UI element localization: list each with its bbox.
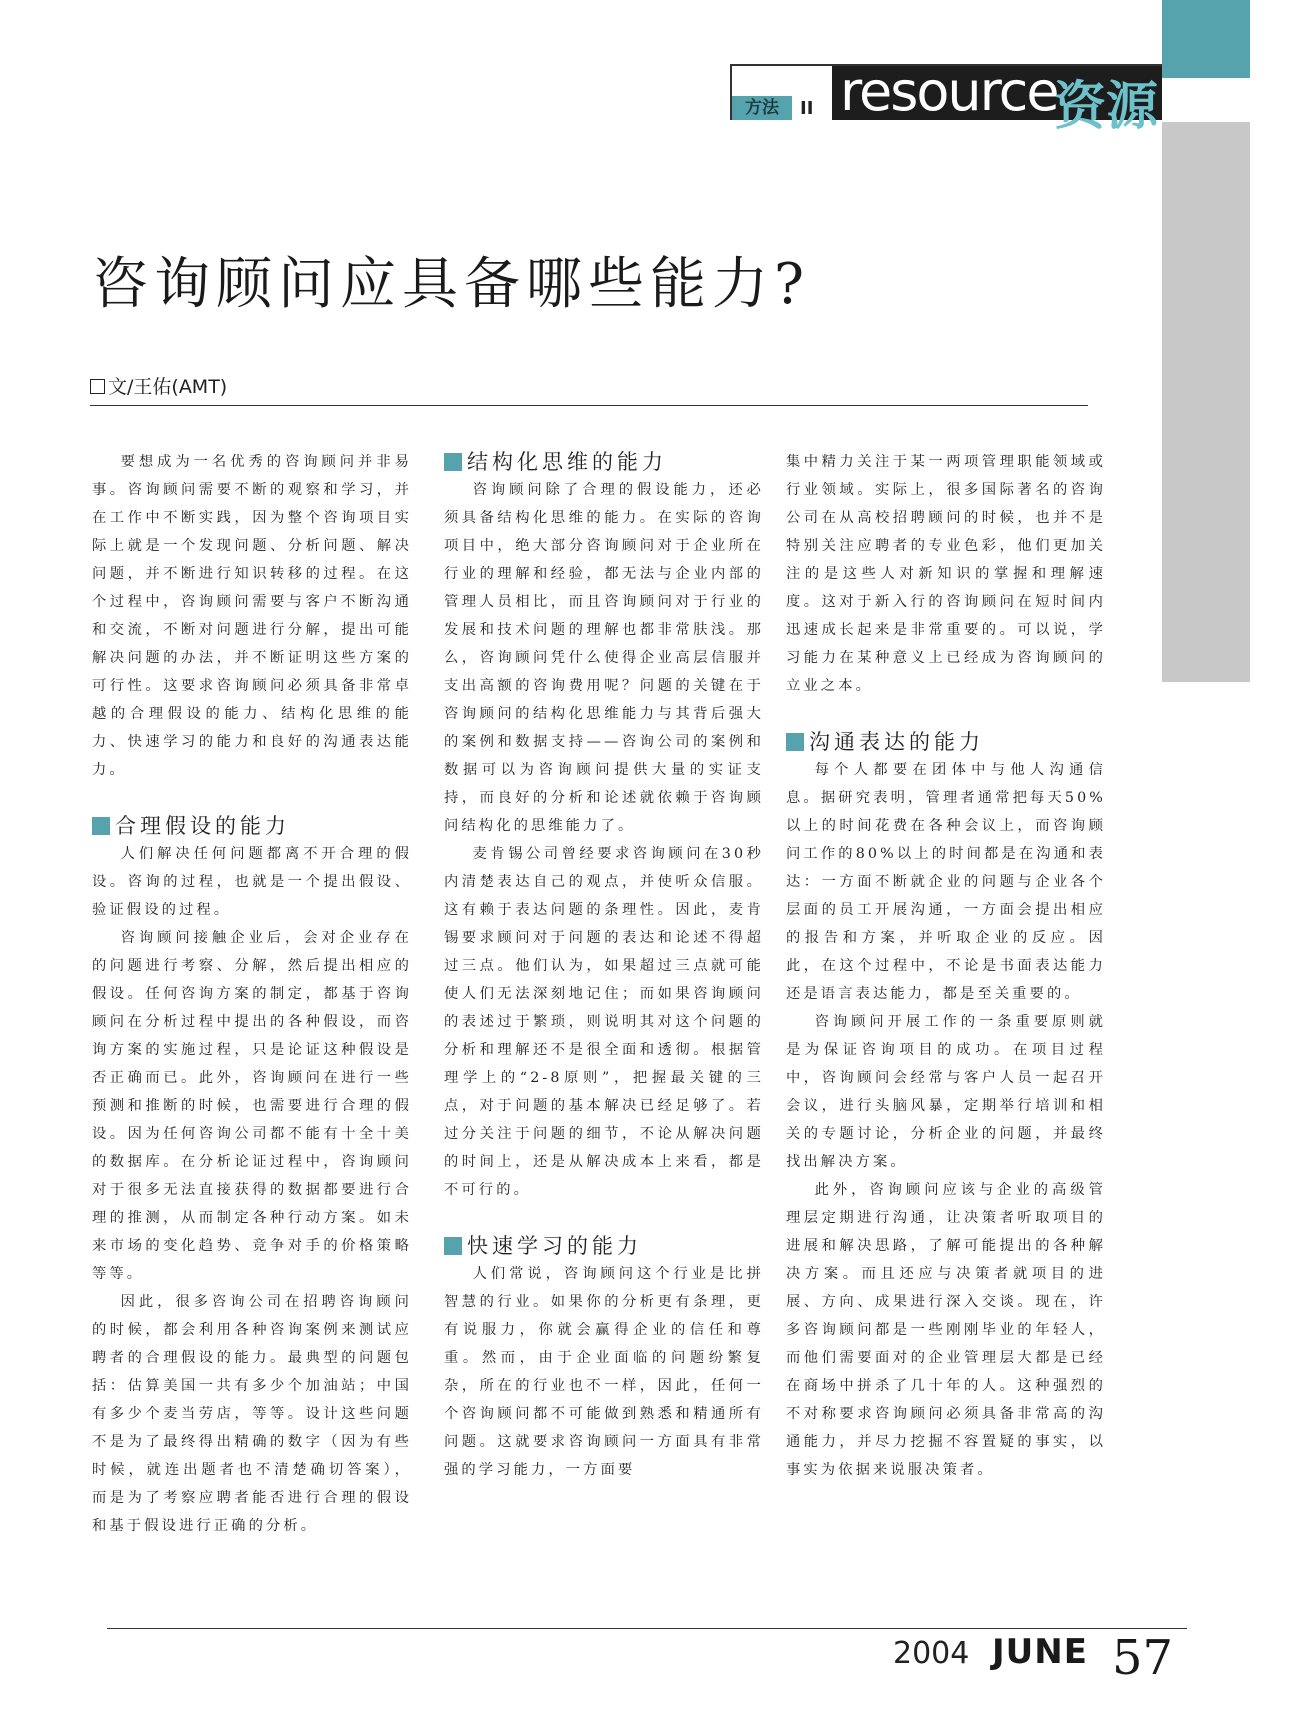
heading-square-icon (92, 817, 110, 835)
page-number: 57 (1112, 1630, 1174, 1686)
section-gap (786, 700, 1106, 728)
section-label: 方法 (732, 96, 792, 120)
footer-month: JUNE (992, 1632, 1088, 1672)
heading-square-icon (444, 453, 462, 471)
paragraph: 此外，咨询顾问应该与企业的高级管理层定期进行沟通，让决策者听取项目的进展和解决思路，了解可能提出的各种解决方案。而且还应与决策者就项目的进展、方向、成果进行深入交谈。现在，许多咨询顾问都是一些刚刚毕业的年轻人，而他们需要面对的企业管理层大都是已经在商场中拼杀了几十年的人。这种强烈的不对称要求咨询顾问必须具备非常高的沟通能力，并尽力挖掘不容置疑的事实，以事实为依据来说服决策者。 (786, 1182, 1106, 1478)
paragraph: 咨询顾问接触企业后，会对企业存在的问题进行考察、分解，然后提出相应的假设。任何咨询方案的制定，都基于咨询顾问在分析过程中提出的各种假设，而咨询方案的实施过程，只是论证这种假设是否正确而已。此外，咨询顾问在进行一些预测和推断的时候，也需要进行合理的假设。因为任何咨询公司都不能有十全十美的数据库。在分析论证过程中，咨询顾问对于很多无法直接获得的数据都要进行合理的推测，从而制定各种行动方案。如未来市场的变化趋势、竞争对手的价格策略等等。 (92, 930, 412, 1282)
section-gap (92, 784, 412, 812)
section-heading (786, 728, 1106, 756)
paragraph: 人们解决任何问题都离不开合理的假设。咨询的过程，也就是一个提出假设、验证假设的过程。 (92, 846, 412, 918)
paragraph: 集中精力关注于某一两项管理职能领域或行业领域。实际上，很多国际著名的咨询公司在从高校招聘顾问的时候，也并不是特别关注应聘者的专业色彩，他们更加关注的是这些人对新知识的掌握和理解速度。这对于新入行的咨询顾问在短时间内迅速成长起来是非常重要的。可以说，学习能力在某种意义上已经成为咨询顾问的立业之本。 (786, 454, 1106, 694)
paragraph: 咨询顾问开展工作的一条重要原则就是为保证咨询项目的成功。在项目过程中，咨询顾问会经常与客户人员一起召开会议，进行头脑风暴，定期举行培训和相关的专题讨论，分析企业的问题，并最终找出解决方案。 (786, 1014, 1106, 1170)
section-separator: II (800, 98, 814, 119)
article-column-3 (786, 448, 1106, 1484)
byline-text: 文/王佑(AMT) (108, 376, 228, 398)
section-heading-text: 合理假设的能力 (115, 814, 290, 838)
section-heading-text: 结构化思维的能力 (467, 450, 667, 474)
section-heading-text: 快速学习的能力 (467, 1234, 642, 1258)
resource-word: resource (840, 60, 1058, 123)
resource-banner (832, 60, 1162, 137)
section-gap (444, 1204, 764, 1232)
footer-year: 2004 (893, 1636, 970, 1671)
corner-accent-block (1162, 0, 1250, 78)
byline (90, 372, 227, 399)
footer-rule (107, 1628, 1187, 1629)
side-gray-bar (1162, 122, 1250, 682)
byline-box-icon (90, 379, 105, 394)
article-title: 咨询顾问应具备哪些能力? (92, 252, 811, 317)
section-heading (92, 812, 412, 840)
section-heading-text: 沟通表达的能力 (809, 730, 984, 754)
heading-square-icon (786, 733, 804, 751)
section-banner (730, 60, 1162, 137)
paragraph: 因此，很多咨询公司在招聘咨询顾问的时候，都会利用各种咨询案例来测试应聘者的合理假设的能力。最典型的问题包括：估算美国一共有多少个加油站；中国有多少个麦当劳店，等等。设计这些问题不是为了最终得出精确的数字（因为有些时候，就连出题者也不清楚确切答案），而是为了考察应聘者能否进行合理的假设和基于假设进行正确的分析。 (92, 1294, 412, 1534)
title-rule (90, 405, 1088, 406)
article-column-1 (92, 448, 412, 1540)
section-heading (444, 448, 764, 476)
paragraph: 人们常说，咨询顾问这个行业是比拼智慧的行业。如果你的分析更有条理，更有说服力，你就会赢得企业的信任和尊重。然而，由于企业面临的问题纷繁复杂，所在的行业也不一样，因此，任何一个咨询顾问都不可能做到熟悉和精通所有问题。这就要求咨询顾问一方面具有非常强的学习能力，一方面要 (444, 1266, 764, 1478)
paragraph: 要想成为一名优秀的咨询顾问并非易事。咨询顾问需要不断的观察和学习，并在工作中不断实践，因为整个咨询项目实际上就是一个发现问题、分析问题、解决问题，并不断进行知识转移的过程。在这个过程中，咨询顾问需要与客户不断沟通和交流，不断对问题进行分解，提出可能解决问题的办法，并不断证明这些方案的可行性。这要求咨询顾问必须具备非常卓越的合理假设的能力、结构化思维的能力、快速学习的能力和良好的沟通表达能力。 (92, 454, 412, 778)
paragraph: 每个人都要在团体中与他人沟通信息。据研究表明，管理者通常把每天50%以上的时间花费在各种会议上，而咨询顾问工作的80%以上的时间都是在沟通和表达：一方面不断就企业的问题与企业各个层面的员工开展沟通，一方面会提出相应的报告和方案，并听取企业的反应。因此，在这个过程中，不论是书面表达能力还是语言表达能力，都是至关重要的。 (786, 762, 1106, 1002)
article-column-2 (444, 448, 764, 1484)
paragraph: 咨询顾问除了合理的假设能力，还必须具备结构化思维的能力。在实际的咨询项目中，绝大部分咨询顾问对于企业所在行业的理解和经验，都无法与企业内部的管理人员相比，而且咨询顾问对于行业的发展和技术问题的理解也都非常肤浅。那么，咨询顾问凭什么使得企业高层信服并支出高额的咨询费用呢？问题的关键在于咨询顾问的结构化思维能力与其背后强大的案例和数据支持——咨询公司的案例和数据可以为咨询顾问提供大量的实证支持，而良好的分析和论述就依赖于咨询顾问结构化的思维能力了。 (444, 482, 764, 834)
section-heading (444, 1232, 764, 1260)
heading-square-icon (444, 1237, 462, 1255)
paragraph: 麦肯锡公司曾经要求咨询顾问在30秒内清楚表达自己的观点，并使听众信服。这有赖于表达问题的条理性。因此，麦肯锡要求顾问对于问题的表达和论述不得超过三点。他们认为，如果超过三点就可能使人们无法深刻地记住；而如果咨询顾问的表述过于繁琐，则说明其对这个问题的分析和理解还不是很全面和透彻。根据管理学上的“2-8原则”，把握最关键的三点，对于问题的基本解决已经足够了。若过分关注于问题的细节，不论从解决问题的时间上，还是从解决成本上来看，都是不可行的。 (444, 846, 764, 1198)
resource-word-cn: 资源 (1053, 77, 1158, 137)
